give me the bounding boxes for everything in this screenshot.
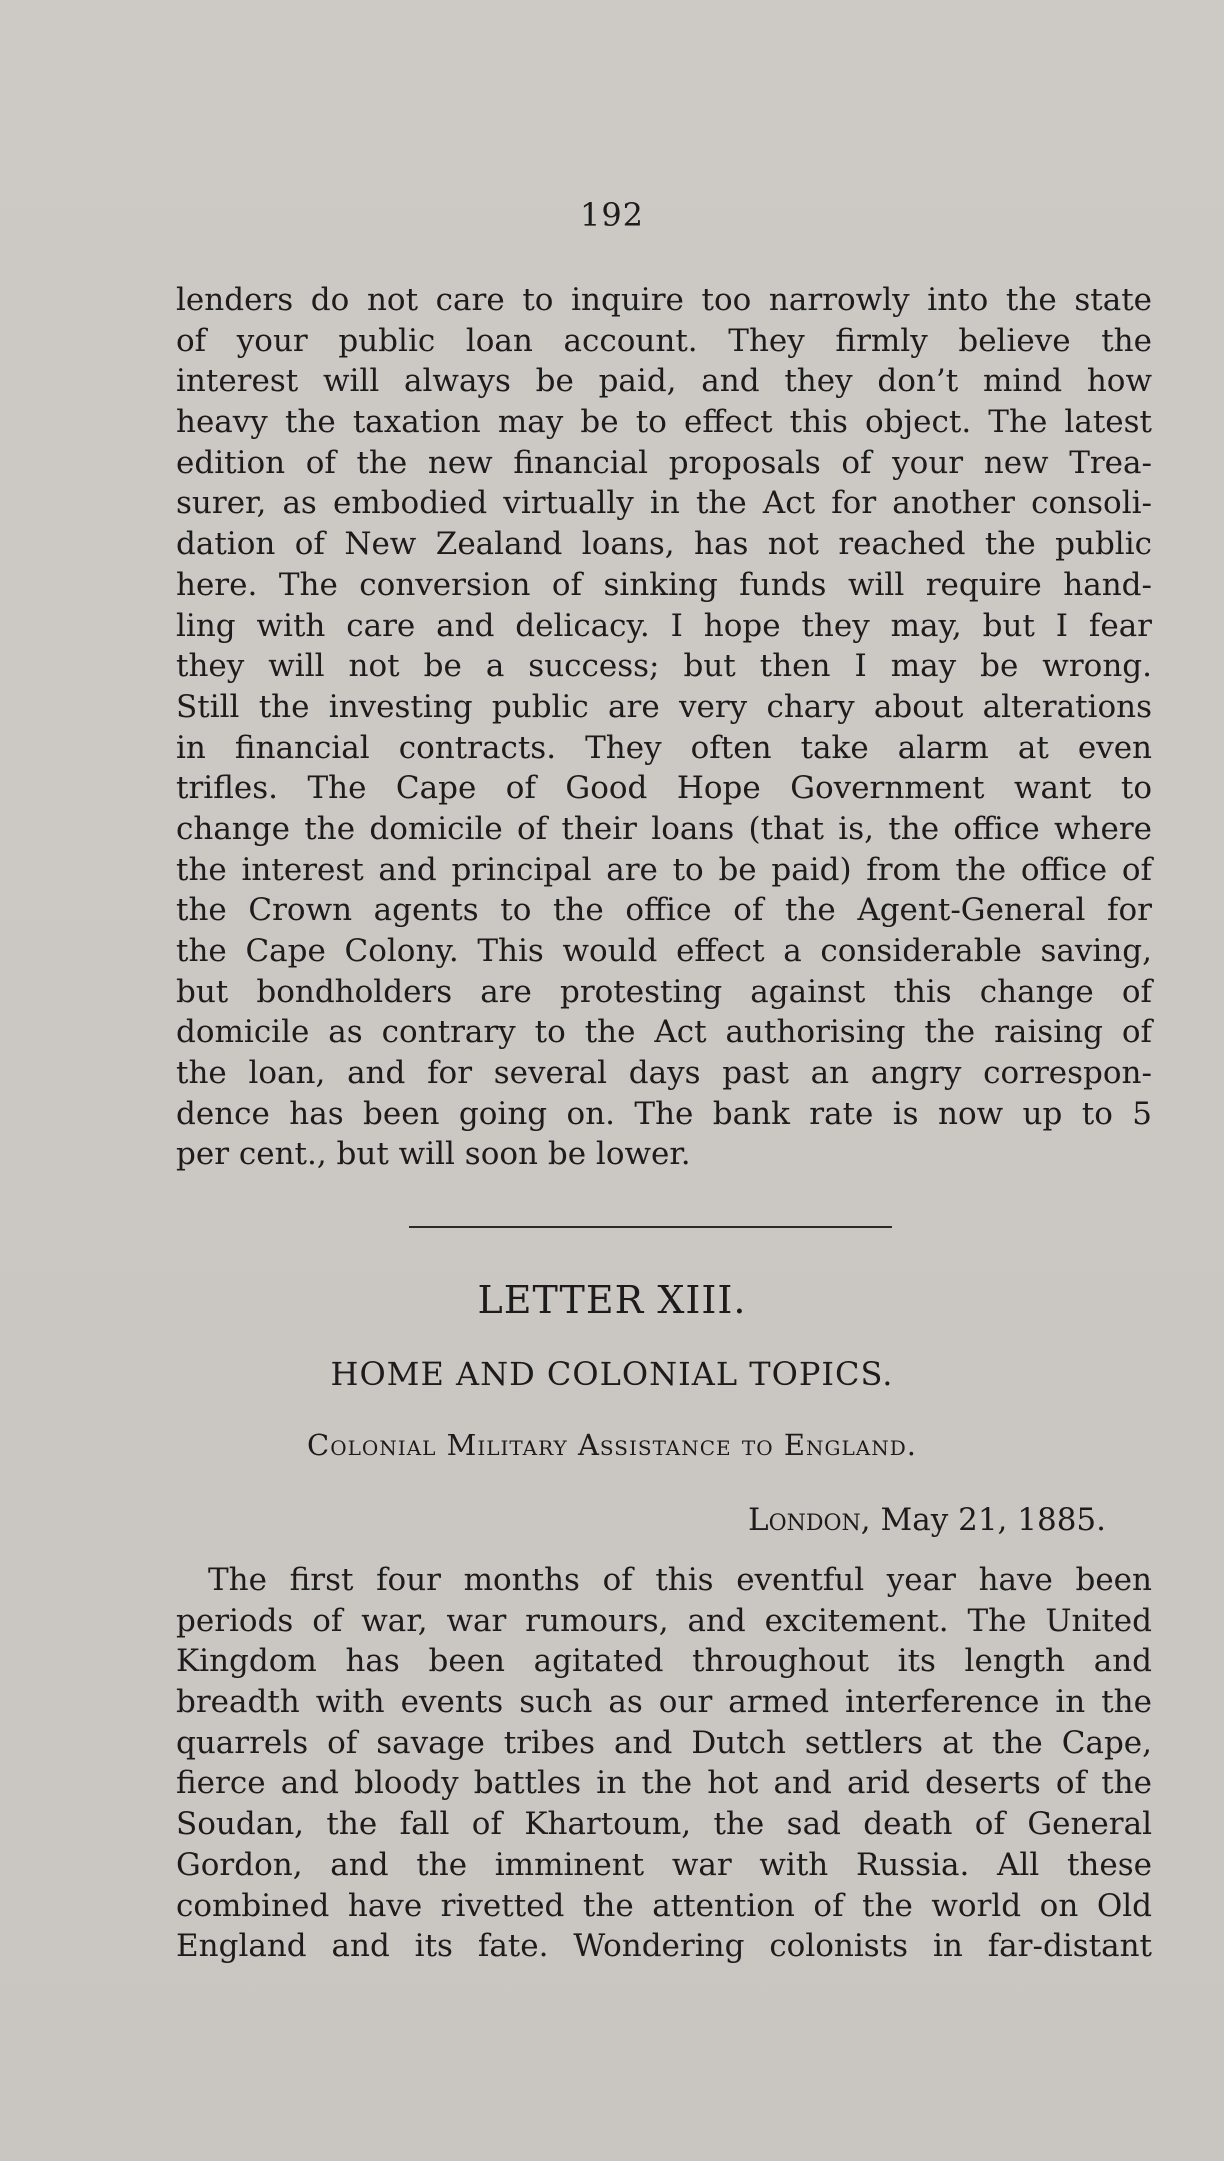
text-line: the interest and principal are to be paid) from the office of [176,851,1152,888]
text-line: ling with care and delicacy. I hope they may, but I fear [176,607,1152,644]
text-line: England and its fate. Wondering colonists in far-distant [176,1928,1152,1965]
text-line: the Cape Colony. This would effect a considerable saving, [176,933,1152,969]
text-line: periods of war, war rumours, and excitement. The United [176,1602,1152,1639]
text-line: change the domicile of their loans (that is, the office where [176,810,1152,847]
text-line: but bondholders are protesting against this change of [176,973,1152,1010]
text-line: here. The conversion of sinking funds will require hand- [176,566,1152,603]
text-line: lenders do not care to inquire too narrowly into the state [176,282,1152,318]
letter-body [176,1560,1152,1967]
text-line: domicile as contrary to the Act authorising the raising of [176,1014,1152,1051]
text-line: Gordon, and the imminent war with Russia. All these [176,1846,1152,1883]
text-line: of your public loan account. They firmly believe the [176,322,1152,359]
dateline-place: London, [747,1502,871,1538]
text-line: per cent., but will soon be lower. [176,1136,691,1173]
text-line: breadth with events such as our armed interference in the [176,1684,1152,1721]
text-line: combined have rivetted the attention of the world on Old [176,1887,1152,1924]
text-line: dation of New Zealand loans, has not reached the public [176,526,1152,563]
text-line: surer, as embodied virtually in the Act for another consoli- [176,485,1152,522]
text-line: the loan, and for several days past an angry correspon- [176,1055,1152,1092]
section-divider [409,1226,892,1228]
text-line: Soudan, the fall of Khartoum, the sad death of General [176,1806,1152,1843]
text-line: heavy the taxation may be to effect this object. The latest [176,404,1152,441]
topic-title: HOME AND COLONIAL TOPICS. [330,1355,894,1393]
text-line: in financial contracts. They often take alarm at even [176,729,1152,766]
text-line: quarrels of savage tribes and Dutch settlers at the Cape, [176,1724,1152,1761]
text-line: the Crown agents to the office of the Agent-General for [176,892,1152,929]
text-line: trifles. The Cape of Good Hope Government want to [176,770,1152,807]
page-number: 192 [579,196,645,234]
letter-title: LETTER XIII. [477,1278,747,1322]
text-line: fierce and bloody battles in the hot and arid deserts of the [176,1765,1152,1802]
letter-subtitle: Colonial Military Assistance to England. [307,1428,917,1462]
paragraph-continued [176,280,1152,1175]
dateline-date: May 21, 1885. [880,1502,1106,1538]
text-line: Still the investing public are very chary about alterations [176,688,1152,725]
text-line: dence has been going on. The bank rate is now up to 5 [176,1095,1152,1132]
text-line: The first four months of this eventful year have been [208,1562,1152,1598]
dateline [600,1502,1106,1538]
text-line: interest will always be paid, and they don’t mind how [176,363,1152,400]
text-line: Kingdom has been agitated throughout its length and [176,1643,1152,1680]
text-line: edition of the new financial proposals of your new Trea- [176,444,1152,481]
text-line: they will not be a success; but then I may be wrong. [176,648,1152,685]
